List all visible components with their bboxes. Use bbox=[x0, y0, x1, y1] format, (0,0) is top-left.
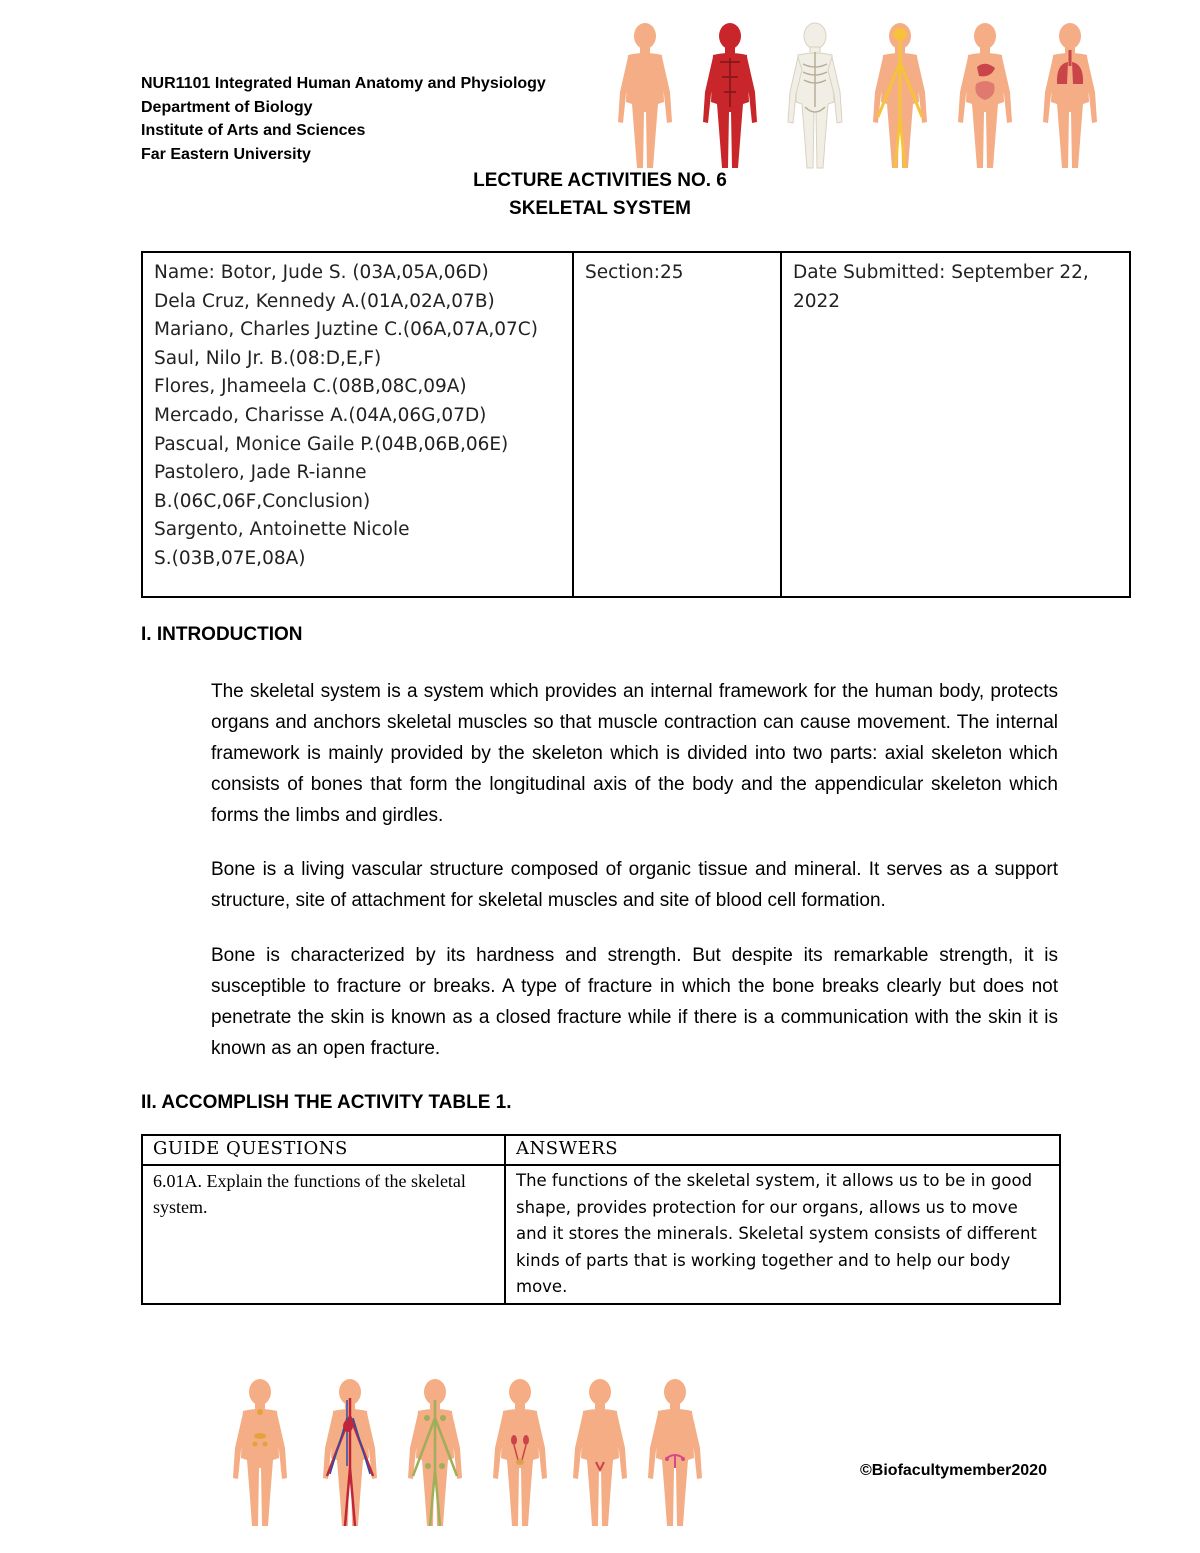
lecture-subtitle: SKELETAL SYSTEM bbox=[509, 198, 691, 219]
question-cell: 6.01A. Explain the functions of the skeletal system. bbox=[142, 1165, 505, 1304]
activity-table bbox=[141, 1134, 1061, 1305]
intro-paragraph-2: Bone is a living vascular structure composed of organic tissue and mineral. It serves as a support structure, site of attachment for skeletal muscles and site of blood cell formation. bbox=[211, 859, 1058, 911]
intro-paragraph-1: The skeletal system is a system which provides an internal framework for the human body, protects organs and anchors skeletal muscles so that muscle contraction can cause movement. The internal framework is mainly provided by the skeleton which is divided into two parts: axial skeleton which consists of bones that form the longitudinal axis of the body and the appendicular skeleton which forms the limbs and girdles. bbox=[211, 681, 1058, 826]
member-name: Mariano, Charles Juztine C.(06A,07A,07C) bbox=[154, 319, 538, 341]
body-systems-illustration-bottom bbox=[210, 1378, 730, 1528]
skeletal-figure bbox=[788, 23, 842, 168]
student-info-table bbox=[141, 251, 1131, 598]
endocrine-figure bbox=[233, 1379, 287, 1526]
activity-heading: II. ACCOMPLISH THE ACTIVITY TABLE 1. bbox=[141, 1092, 512, 1113]
muscular-figure bbox=[703, 23, 757, 168]
institute: Institute of Arts and Sciences bbox=[141, 122, 366, 139]
member-name: Saul, Nilo Jr. B.(08:D,E,F) bbox=[154, 347, 382, 369]
circulatory-figure bbox=[323, 1379, 377, 1526]
copyright-notice: ©Biofacultymember2020 bbox=[860, 1462, 1047, 1479]
introduction-heading: I. INTRODUCTION bbox=[141, 624, 303, 645]
university: Far Eastern University bbox=[141, 145, 311, 163]
answer-cell: The functions of the skeletal system, it allows us to be in good shape, provides protection for our organs, allows us to move and it stores the minerals. Skeletal system consists of different kinds of parts that is working together and to help our body move. bbox=[505, 1165, 1060, 1304]
urinary-figure bbox=[493, 1379, 547, 1526]
section-label: Section:25 bbox=[585, 262, 684, 283]
respiratory-figure bbox=[1043, 23, 1097, 168]
member-name: Pascual, Monice Gaile P.(04B,06B,06E) bbox=[154, 433, 509, 455]
skin-figure bbox=[618, 23, 672, 168]
course-header bbox=[141, 72, 601, 166]
department: Department of Biology bbox=[141, 98, 313, 116]
member-name: Sargento, Antoinette Nicole bbox=[154, 519, 410, 541]
date-cell bbox=[781, 252, 1130, 597]
lymphatic-figure bbox=[408, 1379, 462, 1526]
section-cell bbox=[573, 252, 781, 597]
member-name: Name: Botor, Jude S. (03A,05A,06D) bbox=[154, 262, 489, 283]
answers-header: ANSWERS bbox=[505, 1135, 1060, 1165]
guide-questions-header: GUIDE QUESTIONS bbox=[142, 1135, 505, 1165]
member-name: B.(06C,06F,Conclusion) bbox=[154, 490, 371, 512]
member-name: Pastolero, Jade R-ianne bbox=[154, 462, 367, 484]
lecture-title: LECTURE ACTIVITIES NO. 6 bbox=[473, 170, 727, 191]
date-year: 2022 bbox=[793, 290, 841, 312]
names-cell bbox=[142, 252, 573, 597]
member-name: Flores, Jhameela C.(08B,08C,09A) bbox=[154, 376, 467, 398]
nervous-figure bbox=[873, 23, 927, 168]
male-reproductive-figure bbox=[573, 1379, 627, 1526]
female-reproductive-figure bbox=[648, 1379, 702, 1526]
digestive-figure bbox=[958, 23, 1012, 168]
member-name: Mercado, Charisse A.(04A,06G,07D) bbox=[154, 404, 487, 426]
member-name: S.(03B,07E,08A) bbox=[154, 547, 306, 569]
intro-paragraph-3: Bone is characterized by its hardness and strength. But despite its remarkable strength, it is susceptible to fracture or breaks. A type of fracture in which the bone breaks clearly but does not penetrate the skin is known as a closed fracture while if there is a communication with the skin it is known as an open fracture. bbox=[211, 945, 1058, 1059]
body-systems-illustration-top bbox=[612, 22, 1132, 170]
date-submitted: Date Submitted: September 22, bbox=[793, 262, 1089, 283]
member-name: Dela Cruz, Kennedy A.(01A,02A,07B) bbox=[154, 290, 495, 312]
course-title: NUR1101 Integrated Human Anatomy and Physiology bbox=[141, 75, 546, 92]
